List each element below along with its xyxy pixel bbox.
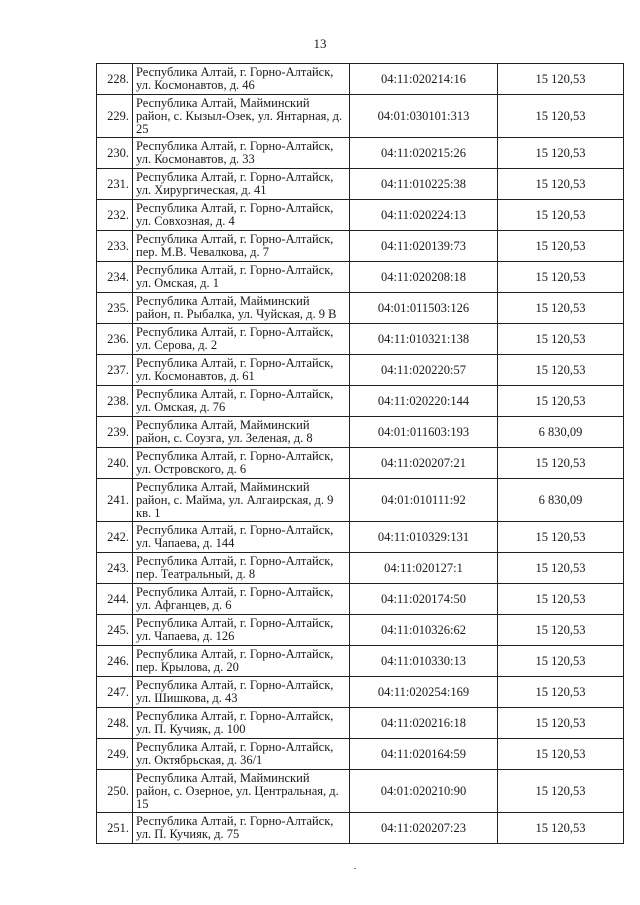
row-number: 231. xyxy=(97,169,133,200)
cadastral-value: 15 120,53 xyxy=(498,355,624,386)
cadastral-number: 04:11:020220:57 xyxy=(350,355,498,386)
property-address: Республика Алтай, Майминский район, с. Озерное, ул. Центральная, д. 15 xyxy=(133,770,350,813)
property-address: Республика Алтай, г. Горно-Алтайск, пер. Крылова, д. 20 xyxy=(133,646,350,677)
property-address: Республика Алтай, г. Горно-Алтайск, ул. Чапаева, д. 144 xyxy=(133,522,350,553)
table-row xyxy=(97,169,624,200)
row-number: 240. xyxy=(97,448,133,479)
table-row xyxy=(97,324,624,355)
row-number: 239. xyxy=(97,417,133,448)
row-number: 250. xyxy=(97,770,133,813)
row-number: 243. xyxy=(97,553,133,584)
row-number: 232. xyxy=(97,200,133,231)
row-number: 251. xyxy=(97,813,133,844)
table-row xyxy=(97,293,624,324)
row-number: 230. xyxy=(97,138,133,169)
cadastral-value: 15 120,53 xyxy=(498,646,624,677)
cadastral-value: 15 120,53 xyxy=(498,739,624,770)
table-row xyxy=(97,448,624,479)
cadastral-value: 6 830,09 xyxy=(498,417,624,448)
table-row xyxy=(97,95,624,138)
property-address: Республика Алтай, г. Горно-Алтайск, ул. Омская, д. 1 xyxy=(133,262,350,293)
cadastral-value: 15 120,53 xyxy=(498,138,624,169)
cadastral-value: 15 120,53 xyxy=(498,615,624,646)
cadastral-value: 15 120,53 xyxy=(498,584,624,615)
row-number: 245. xyxy=(97,615,133,646)
row-number: 228. xyxy=(97,64,133,95)
cadastral-value: 15 120,53 xyxy=(498,169,624,200)
table-row xyxy=(97,138,624,169)
table-row xyxy=(97,553,624,584)
row-number: 234. xyxy=(97,262,133,293)
cadastral-value: 15 120,53 xyxy=(498,64,624,95)
cadastral-number: 04:11:020127:1 xyxy=(350,553,498,584)
cadastral-number: 04:11:020207:23 xyxy=(350,813,498,844)
cadastral-value: 15 120,53 xyxy=(498,293,624,324)
cadastral-number: 04:11:010329:131 xyxy=(350,522,498,553)
row-number: 241. xyxy=(97,479,133,522)
property-address: Республика Алтай, г. Горно-Алтайск, ул. Серова, д. 2 xyxy=(133,324,350,355)
cadastral-number: 04:11:020164:59 xyxy=(350,739,498,770)
property-address: Республика Алтай, г. Горно-Алтайск, ул. П. Кучияк, д. 75 xyxy=(133,813,350,844)
row-number: 235. xyxy=(97,293,133,324)
table-row xyxy=(97,479,624,522)
cadastral-value: 15 120,53 xyxy=(498,708,624,739)
property-address: Республика Алтай, г. Горно-Алтайск, ул. Космонавтов, д. 33 xyxy=(133,138,350,169)
cadastral-number: 04:11:020139:73 xyxy=(350,231,498,262)
cadastral-value: 15 120,53 xyxy=(498,448,624,479)
property-table xyxy=(96,63,624,844)
table-row xyxy=(97,231,624,262)
cadastral-number: 04:11:020208:18 xyxy=(350,262,498,293)
cadastral-value: 15 120,53 xyxy=(498,522,624,553)
cadastral-value: 15 120,53 xyxy=(498,231,624,262)
property-address: Республика Алтай, г. Горно-Алтайск, ул. Хирургическая, д. 41 xyxy=(133,169,350,200)
property-address: Республика Алтай, г. Горно-Алтайск, пер. М.В. Чевалкова, д. 7 xyxy=(133,231,350,262)
property-address: Республика Алтай, г. Горно-Алтайск, ул. Островского, д. 6 xyxy=(133,448,350,479)
cadastral-value: 15 120,53 xyxy=(498,200,624,231)
cadastral-value: 15 120,53 xyxy=(498,770,624,813)
table-row xyxy=(97,770,624,813)
property-address: Республика Алтай, г. Горно-Алтайск, ул. Афганцев, д. 6 xyxy=(133,584,350,615)
table-row xyxy=(97,522,624,553)
property-address: Республика Алтай, г. Горно-Алтайск, ул. Космонавтов, д. 46 xyxy=(133,64,350,95)
row-number: 249. xyxy=(97,739,133,770)
cadastral-number: 04:11:010321:138 xyxy=(350,324,498,355)
cadastral-value: 15 120,53 xyxy=(498,386,624,417)
table-row xyxy=(97,417,624,448)
row-number: 242. xyxy=(97,522,133,553)
cadastral-number: 04:11:020174:50 xyxy=(350,584,498,615)
property-address: Республика Алтай, г. Горно-Алтайск, ул. Шишкова, д. 43 xyxy=(133,677,350,708)
property-address: Республика Алтай, Майминский район, с. Майма, ул. Алгаирская, д. 9 кв. 1 xyxy=(133,479,350,522)
cadastral-number: 04:11:010330:13 xyxy=(350,646,498,677)
cadastral-number: 04:01:020210:90 xyxy=(350,770,498,813)
cadastral-value: 15 120,53 xyxy=(498,324,624,355)
property-table-body xyxy=(97,64,624,844)
cadastral-number: 04:11:020220:144 xyxy=(350,386,498,417)
cadastral-value: 6 830,09 xyxy=(498,479,624,522)
table-row xyxy=(97,813,624,844)
property-address: Республика Алтай, Майминский район, с. Соузга, ул. Зеленая, д. 8 xyxy=(133,417,350,448)
cadastral-number: 04:11:020224:13 xyxy=(350,200,498,231)
property-address: Республика Алтай, г. Горно-Алтайск, ул. Омская, д. 76 xyxy=(133,386,350,417)
property-address: Республика Алтай, г. Горно-Алтайск, ул. Космонавтов, д. 61 xyxy=(133,355,350,386)
cadastral-number: 04:01:030101:313 xyxy=(350,95,498,138)
cadastral-number: 04:11:020254:169 xyxy=(350,677,498,708)
cadastral-number: 04:11:020207:21 xyxy=(350,448,498,479)
property-address: Республика Алтай, г. Горно-Алтайск, ул. П. Кучияк, д. 100 xyxy=(133,708,350,739)
row-number: 236. xyxy=(97,324,133,355)
row-number: 248. xyxy=(97,708,133,739)
table-row xyxy=(97,64,624,95)
cadastral-number: 04:11:020214:16 xyxy=(350,64,498,95)
cadastral-value: 15 120,53 xyxy=(498,553,624,584)
table-row xyxy=(97,262,624,293)
row-number: 238. xyxy=(97,386,133,417)
cadastral-number: 04:01:011603:193 xyxy=(350,417,498,448)
property-address: Республика Алтай, г. Горно-Алтайск, ул. Совхозная, д. 4 xyxy=(133,200,350,231)
cadastral-number: 04:11:020216:18 xyxy=(350,708,498,739)
cadastral-number: 04:11:010326:62 xyxy=(350,615,498,646)
cadastral-number: 04:01:011503:126 xyxy=(350,293,498,324)
property-address: Республика Алтай, г. Горно-Алтайск, ул. Чапаева, д. 126 xyxy=(133,615,350,646)
row-number: 237. xyxy=(97,355,133,386)
table-row xyxy=(97,200,624,231)
cadastral-number: 04:01:010111:92 xyxy=(350,479,498,522)
cadastral-value: 15 120,53 xyxy=(498,677,624,708)
row-number: 246. xyxy=(97,646,133,677)
table-row xyxy=(97,677,624,708)
property-address: Республика Алтай, г. Горно-Алтайск, пер. Театральный, д. 8 xyxy=(133,553,350,584)
property-address: Республика Алтай, г. Горно-Алтайск, ул. Октябрьская, д. 36/1 xyxy=(133,739,350,770)
table-row xyxy=(97,584,624,615)
cadastral-value: 15 120,53 xyxy=(498,95,624,138)
cadastral-number: 04:11:010225:38 xyxy=(350,169,498,200)
property-address: Республика Алтай, Майминский район, с. Кызыл-Озек, ул. Янтарная, д. 25 xyxy=(133,95,350,138)
page-number: 13 xyxy=(313,36,327,51)
table-row xyxy=(97,646,624,677)
row-number: 233. xyxy=(97,231,133,262)
table-row xyxy=(97,355,624,386)
table-row xyxy=(97,739,624,770)
row-number: 229. xyxy=(97,95,133,138)
row-number: 244. xyxy=(97,584,133,615)
table-row xyxy=(97,708,624,739)
cadastral-number: 04:11:020215:26 xyxy=(350,138,498,169)
table-row xyxy=(97,386,624,417)
scan-speck xyxy=(354,868,356,869)
cadastral-value: 15 120,53 xyxy=(498,262,624,293)
property-address: Республика Алтай, Майминский район, п. Рыбалка, ул. Чуйская, д. 9 В xyxy=(133,293,350,324)
row-number: 247. xyxy=(97,677,133,708)
cadastral-value: 15 120,53 xyxy=(498,813,624,844)
table-row xyxy=(97,615,624,646)
